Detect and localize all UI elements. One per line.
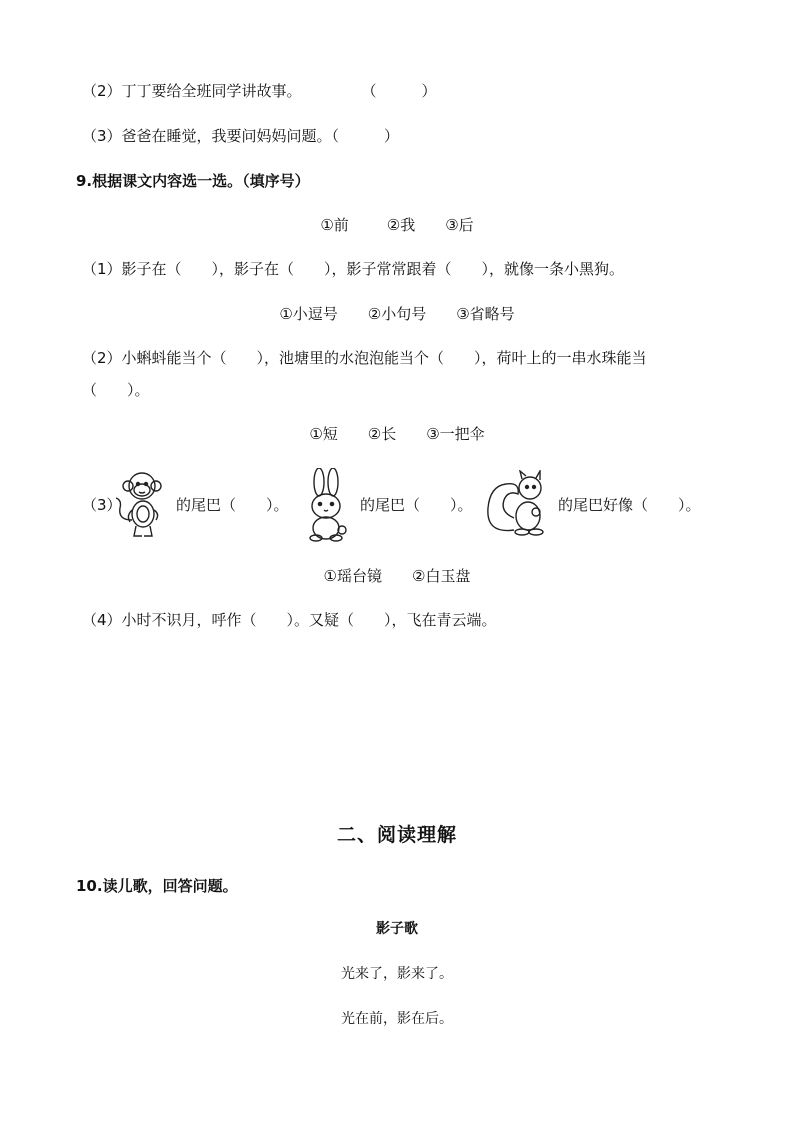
q8-item-3 xyxy=(82,126,399,146)
option: ②我 xyxy=(386,216,416,234)
q9-s2-line2: （ ）。 xyxy=(82,381,150,399)
option: ③一把伞 xyxy=(426,425,485,443)
poem-title: 影子歌 xyxy=(376,921,418,937)
option: ②白玉盘 xyxy=(412,567,471,585)
q9-s3-prefix: （3） xyxy=(82,496,122,514)
option: ①短 xyxy=(309,425,338,443)
option: ②长 xyxy=(367,425,397,443)
answer-blank: （ ） xyxy=(361,82,437,100)
q9-s3-t3: 的尾巴好像（ ）。 xyxy=(558,496,701,514)
monkey-icon xyxy=(112,468,174,542)
q9-s2-options xyxy=(0,304,794,324)
q9-s4-text: （4）小时不识月，呼作（ ）。又疑（ ），飞在青云端。 xyxy=(82,611,497,629)
q9-s3-t1: 的尾巴（ ）。 xyxy=(176,496,289,514)
q9-s2-line1: （2）小蝌蚪能当个（ ），池塘里的水泡泡能当个（ ），荷叶上的一串水珠能当 xyxy=(82,349,647,367)
poem-line: 光来了，影来了。 xyxy=(341,966,453,982)
q8-item-2 xyxy=(82,81,437,101)
rabbit-icon xyxy=(298,468,356,544)
option: ①瑶台镜 xyxy=(323,567,382,585)
q9-s1-options xyxy=(0,215,794,235)
q9-s3-options xyxy=(0,424,794,444)
q9-title: 9.根据课文内容选一选。（填序号） xyxy=(76,172,310,190)
option: ①前 xyxy=(320,216,349,234)
q9-s4-options xyxy=(0,566,794,586)
option: ②小句号 xyxy=(367,305,427,323)
squirrel-icon xyxy=(484,470,554,540)
section-title: 二、阅读理解 xyxy=(336,824,457,846)
answer-blank: （ ） xyxy=(331,127,400,145)
q9-s1-text: （1）影子在（ ），影子在（ ），影子常常跟着（ ），就像一条小黑狗。 xyxy=(82,260,625,278)
option: ③省略号 xyxy=(456,305,515,323)
poem-line: 光在前，影在后。 xyxy=(341,1011,453,1027)
q8-item-3-text: （3）爸爸在睡觉，我要问妈妈问题。 xyxy=(82,127,332,145)
q8-item-2-text: （2）丁丁要给全班同学讲故事。 xyxy=(82,82,302,100)
q9-s3-t2: 的尾巴（ ）。 xyxy=(360,496,473,514)
q10-title: 10.读儿歌，回答问题。 xyxy=(76,877,238,895)
option: ③后 xyxy=(445,216,474,234)
option: ①小逗号 xyxy=(279,305,338,323)
